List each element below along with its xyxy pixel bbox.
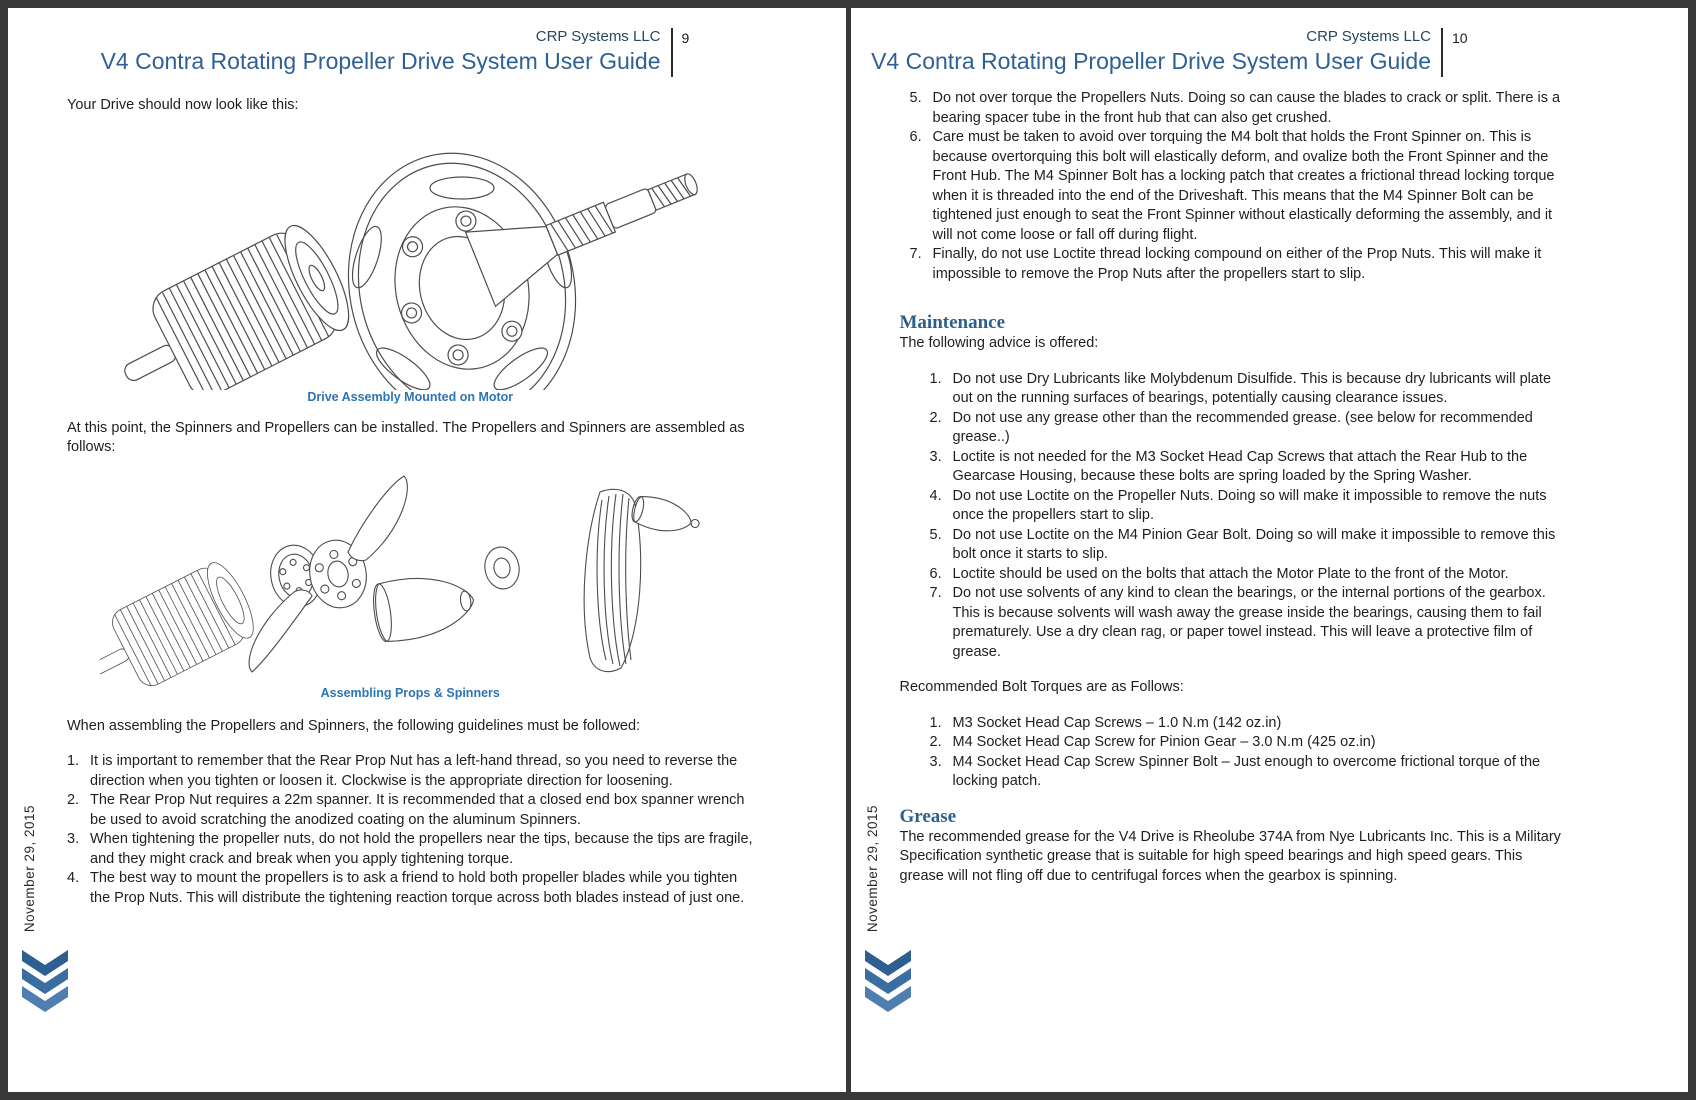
list-item: 5. Do not over torque the Propellers Nuts. Doing so can cause the blades to crack or split. There is a bearing spacer tube in the front hub that can also get crushed.	[909, 90, 1561, 126]
page-number: 9	[681, 30, 690, 46]
list-item: 6. Loctite should be used on the bolts that attach the Motor Plate to the front of the Motor.	[929, 565, 1509, 582]
chevron-down-icon	[862, 950, 914, 1014]
list-item: 5. Do not use Loctite on the M4 Pinion Gear Bolt. Doing so will make it impossible to remove this bolt once it starts to slip.	[929, 526, 1556, 562]
cautions-list	[900, 89, 1569, 284]
list-item: 4. The best way to mount the propellers is to ask a friend to hold both propeller blades while you tighten the Prop Nuts. This will distribute the tightening reaction torque across both blades instead of just one.	[67, 870, 745, 906]
page-10	[851, 8, 1689, 1092]
figure-caption: Assembling Props & Spinners	[320, 685, 500, 700]
paragraph: At this point, the Spinners and Propellers can be installed. The Propellers and Spinners are assembled as follows:	[67, 419, 745, 455]
drive-assembly-figure	[110, 122, 710, 390]
paragraph: When assembling the Propellers and Spinners, the following guidelines must be followed:	[67, 717, 641, 734]
document-title: V4 Contra Rotating Propeller Drive System User Guide	[100, 48, 661, 74]
page-9	[8, 8, 846, 1092]
sidebar-date: November 29, 2015	[22, 804, 37, 932]
figure-caption: Drive Assembly Mounted on Motor	[307, 389, 514, 404]
list-item: 2. M4 Socket Head Cap Screw for Pinion Gear – 3.0 N.m (425 oz.in)	[929, 734, 1376, 750]
guidelines-list	[67, 752, 754, 908]
page-header	[8, 8, 846, 77]
sidebar-date: November 29, 2015	[864, 804, 880, 932]
document-title: V4 Contra Rotating Propeller Drive System User Guide	[871, 48, 1431, 74]
grease-paragraph: The recommended grease for the V4 Drive is Rheolube 374A from Nye Lubricants Inc. This is a Military Specification synthetic grease that is suitable for high speed bearings and high speed gears. This grease will not fling off due to centrifugal forces when the gearbox is spinning.	[899, 828, 1561, 884]
page-number: 10	[1452, 30, 1468, 46]
intro-text: Your Drive should now look like this:	[67, 97, 299, 113]
list-item: 3. When tightening the propeller nuts, do not hold the propellers near the tips, because the tips are fragile, and they might crack and break when you apply tightening torque.	[67, 831, 753, 867]
maintenance-list	[900, 370, 1569, 663]
list-item: 6. Care must be taken to avoid over torquing the M4 bolt that holds the Front Spinner on. This is because overtorquing this bolt will elastically deform, and ovalize both the Front Spinner and the Front Hub. The M4 Spinner Bolt has a locking patch that creates a frictional thread locking torque when it is threaded into the end of the Driveshaft. This means that the M4 Spinner Bolt can be tightened just enough to seat the Front Spinner without elastically deforming the assembly, and it will not come loose or fall off during flight.	[909, 129, 1555, 243]
list-item: 2. Do not use any grease other than the recommended grease. (see below for recommended grease..)	[929, 409, 1533, 445]
list-item: 4. Do not use Loctite on the Propeller Nuts. Doing so will make it impossible to remove the nuts once the propellers start to slip.	[929, 487, 1547, 523]
list-item: 1. Do not use Dry Lubricants like Molybdenum Disulfide. This is because dry lubricants will plate out on the running surfaces of bearings, potentially causing clearance issues.	[929, 370, 1552, 406]
list-item: 7. Finally, do not use Loctite thread locking compound on either of the Prop Nuts. This will make it impossible to remove the Prop Nuts after the propellers start to slip.	[909, 246, 1542, 282]
page-header	[851, 8, 1689, 77]
list-item: 3. M4 Socket Head Cap Screw Spinner Bolt – Just enough to overcome frictional torque of the locking patch.	[929, 753, 1541, 789]
props-spinners-figure	[100, 464, 720, 686]
list-item: 1. It is important to remember that the Rear Prop Nut has a left-hand thread, so you need to reverse the direction when you tighten or loosen it. Clockwise is the appropriate direction for loosening.	[67, 753, 738, 789]
list-item: 3. Loctite is not needed for the M3 Socket Head Cap Screws that attach the Rear Hub to the Gearcase Housing, because these bolts are spring loaded by the Spring Washer.	[929, 448, 1528, 484]
maintenance-heading: Maintenance	[899, 312, 1006, 333]
company-name: CRP Systems LLC	[535, 28, 661, 45]
chevron-down-icon	[19, 950, 71, 1014]
list-item: 7. Do not use solvents of any kind to clean the bearings, or the internal portions of the gearbox. This is because solvents will wash away the grease inside the bearings, causing them to fail prematurely. Use a dry clean rag, or paper towel instead. This will leave a protective film of grease.	[929, 585, 1546, 660]
torques-intro: Recommended Bolt Torques are as Follows:	[899, 679, 1184, 695]
grease-heading: Grease	[899, 805, 957, 827]
company-name: CRP Systems LLC	[1306, 28, 1431, 45]
torques-list	[900, 714, 1569, 792]
maintenance-intro: The following advice is offered:	[899, 335, 1099, 351]
list-item: 1. M3 Socket Head Cap Screws – 1.0 N.m (142 oz.in)	[929, 714, 1282, 731]
list-item: 2. The Rear Prop Nut requires a 22m spanner. It is recommended that a closed end box spanner wrench be used to avoid scratching the anodized coating on the aluminum Spinners.	[67, 792, 745, 828]
